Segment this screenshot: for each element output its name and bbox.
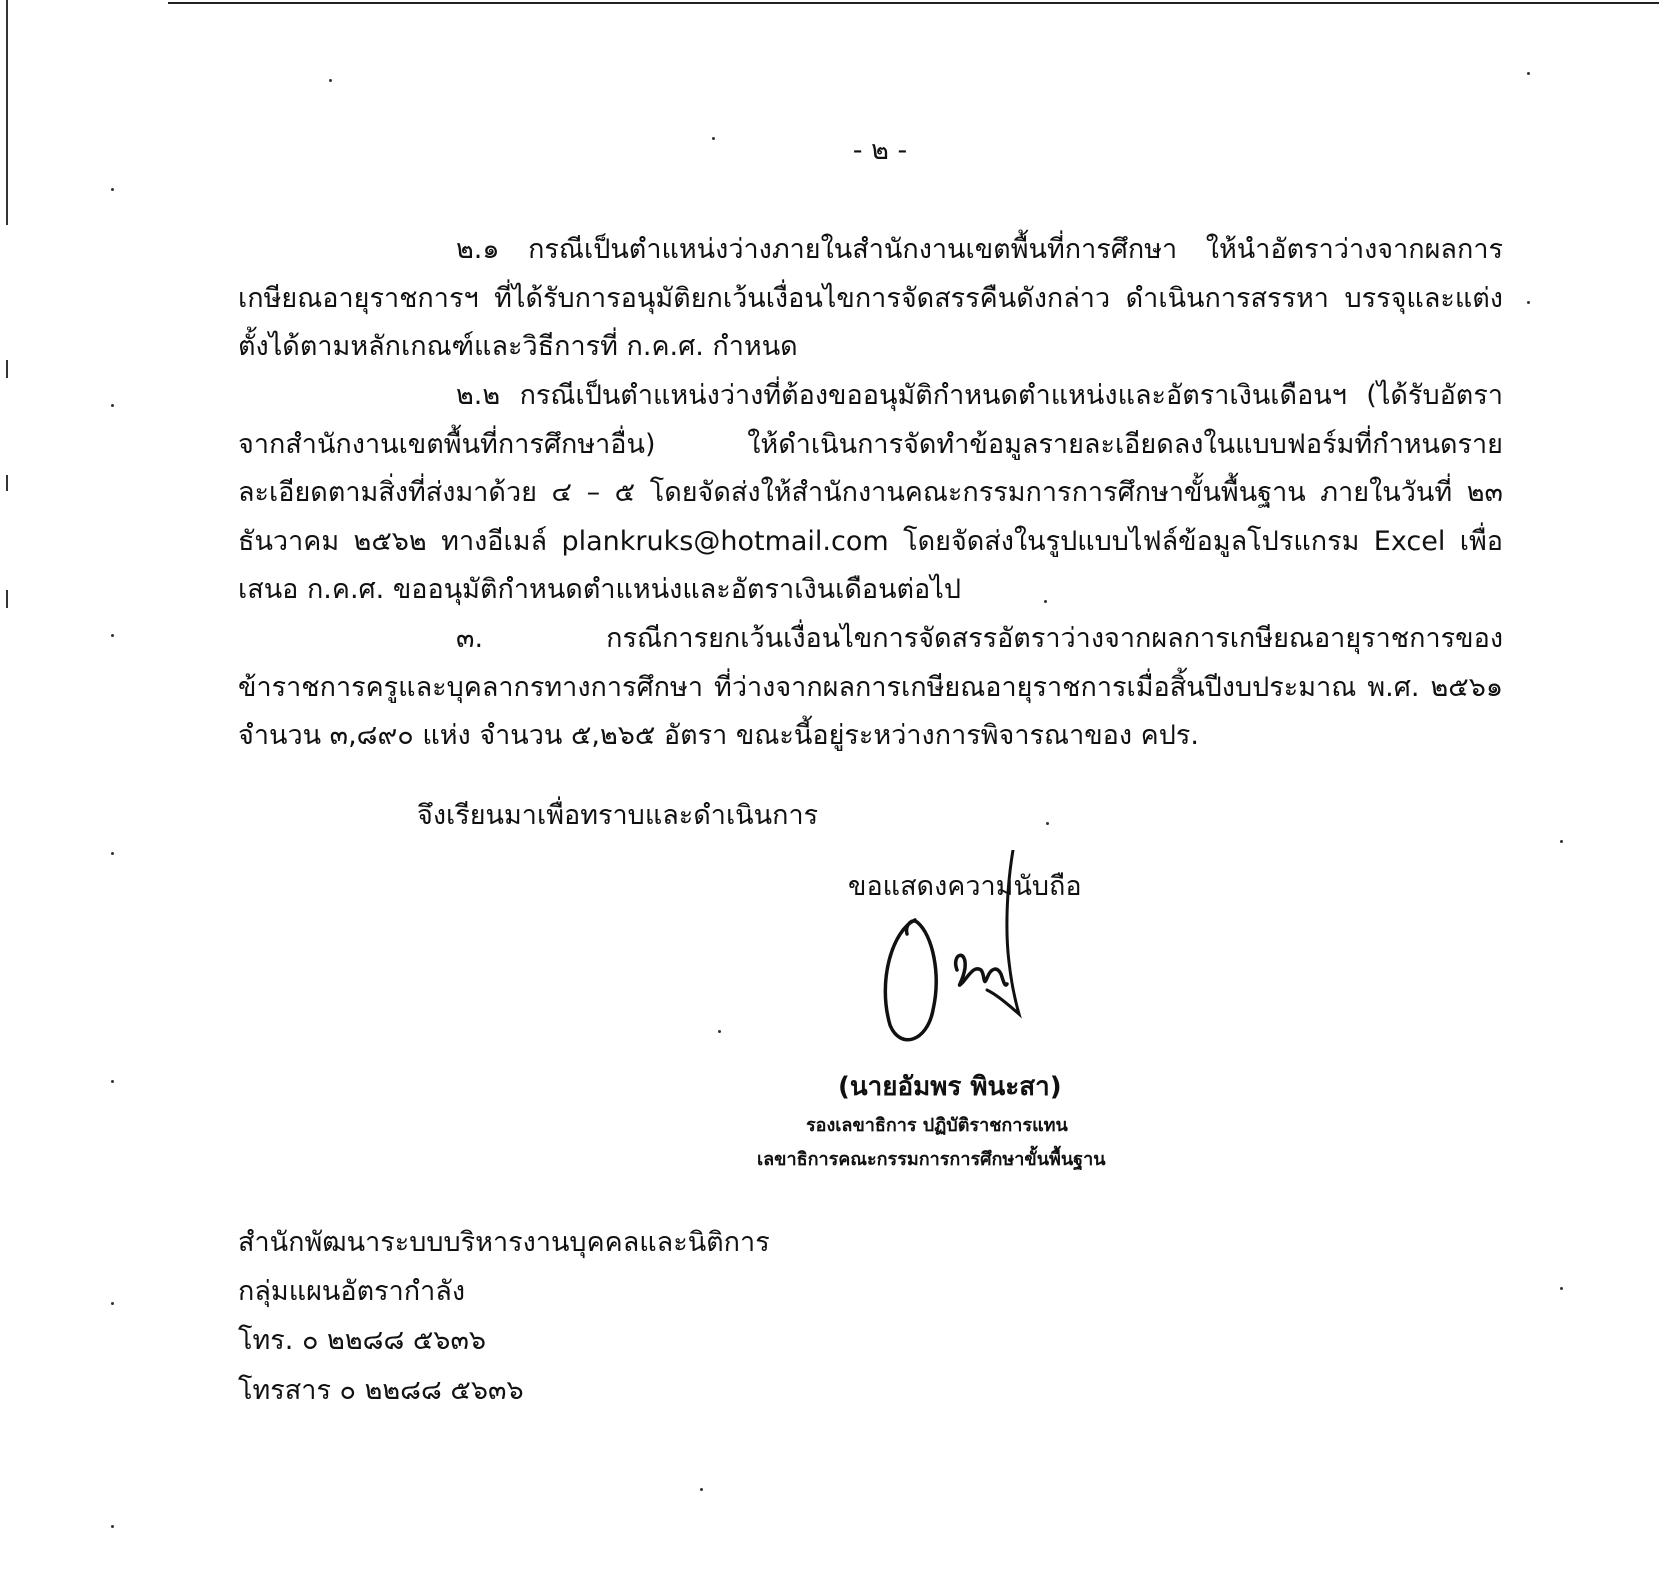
scan-speck: [1527, 301, 1530, 304]
footer-phone: โทร. ๐ ๒๒๘๘ ๕๖๓๖: [238, 1325, 487, 1356]
closing-line: จึงเรียนมาเพื่อทราบและดำเนินการ: [417, 800, 819, 831]
scan-speck: [1560, 1287, 1563, 1290]
page-number: - ๒ -: [852, 135, 908, 166]
scan-speck: [718, 1030, 721, 1033]
scan-speck: [1527, 72, 1530, 75]
scan-speck: [111, 1302, 114, 1305]
scan-speck: [1046, 822, 1049, 825]
footer-fax: โทรสาร ๐ ๒๒๘๘ ๕๖๓๖: [238, 1375, 524, 1406]
paragraph-3: ๓. กรณีการยกเว้นเงื่อนไขการจัดสรรอัตราว่างจากผลการเกษียณอายุราชการของข้าราชการครูและบุคลากรทางการศึกษา ที่ว่างจากผลการเกษียณอายุราชการเมื่อสิ้นปีงบประมาณ พ.ศ. ๒๕๖๑ จำนวน ๓,๘๙๐ แห่ง จำนวน ๕,๒๖๕ อัตรา ขณะนี้อยู่ระหว่างการพิจารณาของ คปร.: [238, 623, 1503, 751]
left-scan-mark: [6, 0, 8, 225]
left-scan-mark: [6, 475, 8, 491]
scan-speck: [111, 1080, 114, 1083]
complimentary-close: ขอแสดงความนับถือ: [848, 871, 1082, 902]
top-border-rule: [168, 2, 1659, 4]
scan-speck: [111, 404, 114, 407]
scan-speck: [111, 1525, 114, 1528]
footer-group: กลุ่มแผนอัตรากำลัง: [238, 1276, 466, 1307]
scan-speck: [1560, 840, 1563, 843]
scan-speck: [329, 79, 332, 82]
handwritten-signature: [855, 850, 1035, 1050]
signer-name: (นายอัมพร พินะสา): [838, 1072, 1062, 1102]
paragraph-2-2: ๒.๒ กรณีเป็นตำแหน่งว่างที่ต้องขออนุมัติกำหนดตำแหน่งและอัตราเงินเดือนฯ (ได้รับอัตราจากสำนักงานเขตพื้นที่การศึกษาอื่น) ให้ดำเนินการจัดทำข้อมูลรายละเอียดลงในแบบฟอร์มที่กำหนดรายละเอียดตามสิ่งที่ส่งมาด้วย ๔ – ๕ โดยจัดส่งให้สำนักงานคณะกรรมการการศึกษาขั้นพื้นฐาน ภายในวันที่ ๒๓ ธันวาคม ๒๕๖๒ ทางอีเมล์ plankruks@hotmail.com โดยจัดส่งในรูปแบบไฟล์ข้อมูลโปรแกรม Excel เพื่อเสนอ ก.ค.ศ. ขออนุมัติกำหนดตำแหน่งและอัตราเงินเดือนต่อไป: [238, 380, 1503, 605]
scan-speck: [700, 1488, 703, 1491]
scan-speck: [111, 188, 114, 191]
left-scan-mark: [6, 360, 8, 378]
left-scan-mark: [6, 590, 8, 608]
scan-speck: [111, 634, 114, 637]
signer-title: รองเลขาธิการ ปฏิบัติราชการแทน: [806, 1115, 1068, 1136]
signer-organization: เลขาธิการคณะกรรมการการศึกษาขั้นพื้นฐาน: [757, 1149, 1106, 1170]
scan-speck: [111, 852, 114, 855]
footer-office: สำนักพัฒนาระบบบริหารงานบุคคลและนิติการ: [238, 1227, 770, 1258]
paragraph-2-1: ๒.๑ กรณีเป็นตำแหน่งว่างภายในสำนักงานเขตพื้นที่การศึกษา ให้นำอัตราว่างจากผลการเกษียณอายุราชการฯ ที่ได้รับการอนุมัติยกเว้นเงื่อนไขการจัดสรรคืนดังกล่าว ดำเนินการสรรหา บรรจุและแต่งตั้งได้ตามหลักเกณฑ์และวิธีการที่ ก.ค.ศ. กำหนด: [238, 234, 1503, 362]
